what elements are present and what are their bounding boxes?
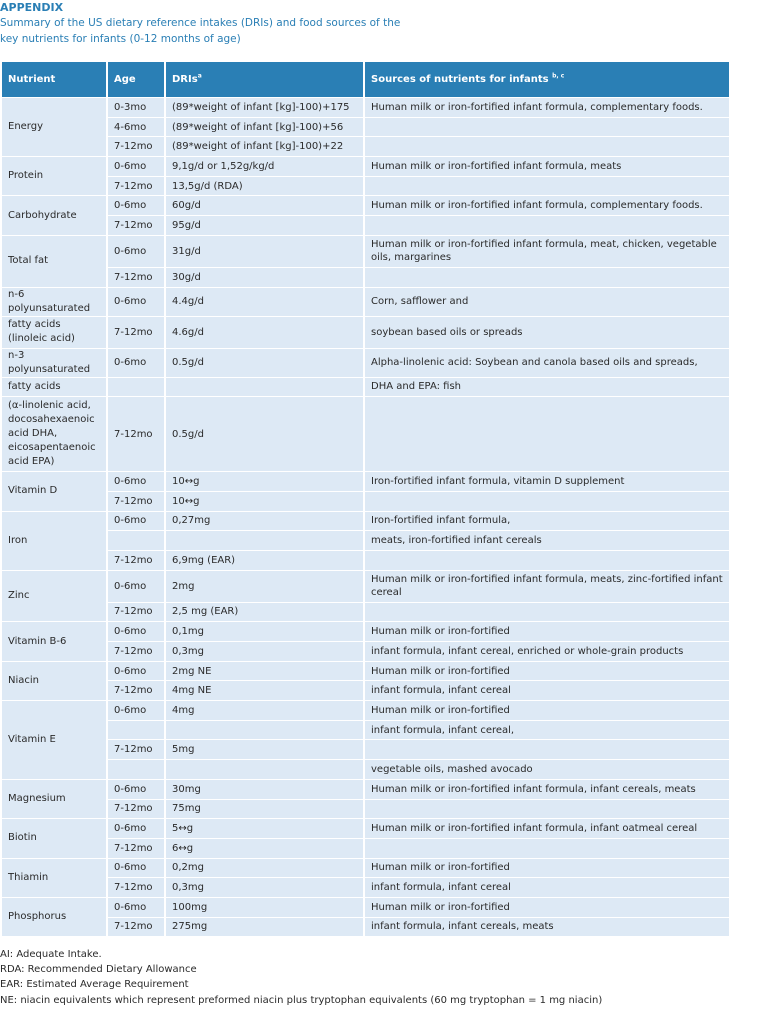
age-cell: 7-12mo xyxy=(108,800,164,819)
nutrient-cell: Zinc xyxy=(2,571,106,622)
table-caption xyxy=(0,16,775,47)
age-cell: 0-6mo xyxy=(108,859,164,878)
nutrient-cell: n-3 polyunsaturated xyxy=(2,349,106,377)
table-row xyxy=(2,349,729,377)
nutrient-cell: fatty acids xyxy=(2,378,106,397)
source-cell xyxy=(365,492,729,511)
source-cell: Alpha-linolenic acid: Soybean and canola based oils and spreads, xyxy=(365,349,729,377)
dri-cell xyxy=(166,531,363,550)
source-cell xyxy=(365,118,729,137)
source-cell: Human milk or iron-fortified xyxy=(365,662,729,681)
dri-cell: 4mg NE xyxy=(166,681,363,700)
table-row xyxy=(2,571,729,602)
source-cell: meats, iron-fortified infant cereals xyxy=(365,531,729,550)
dri-cell: 31g/d xyxy=(166,236,363,267)
table-row xyxy=(2,397,729,471)
nutrient-cell: Niacin xyxy=(2,662,106,700)
dri-cell: 5↔g xyxy=(166,819,363,838)
dri-cell: 275mg xyxy=(166,918,363,937)
table-row xyxy=(2,268,729,287)
dri-cell xyxy=(166,378,363,397)
nutrient-cell: Thiamin xyxy=(2,859,106,897)
dri-cell: 75mg xyxy=(166,800,363,819)
dri-cell: 9,1g/d or 1,52g/kg/d xyxy=(166,157,363,176)
dri-cell: 4.4g/d xyxy=(166,288,363,316)
source-cell: Human milk or iron-fortified infant formula, meats xyxy=(365,157,729,176)
table-row xyxy=(2,216,729,235)
table-row xyxy=(2,551,729,570)
nutrient-cell: n-6 polyunsaturated xyxy=(2,288,106,316)
dri-cell: (89*weight of infant [kg]-100)+56 xyxy=(166,118,363,137)
table-row xyxy=(2,839,729,858)
dri-cell: 30g/d xyxy=(166,268,363,287)
table-row xyxy=(2,236,729,267)
age-cell: 7-12mo xyxy=(108,397,164,471)
source-cell xyxy=(365,177,729,196)
source-cell: Iron-fortified infant formula, xyxy=(365,512,729,531)
table-row xyxy=(2,819,729,838)
table-row xyxy=(2,721,729,740)
nutrient-cell: Energy xyxy=(2,98,106,156)
dri-cell: 10↔g xyxy=(166,472,363,491)
source-cell: Human milk or iron-fortified infant formula, infant oatmeal cereal xyxy=(365,819,729,838)
source-cell: Corn, safflower and xyxy=(365,288,729,316)
source-cell: Human milk or iron-fortified xyxy=(365,622,729,641)
source-cell xyxy=(365,839,729,858)
dri-cell: 30mg xyxy=(166,780,363,799)
dri-cell: 95g/d xyxy=(166,216,363,235)
age-cell: 7-12mo xyxy=(108,177,164,196)
age-cell: 0-6mo xyxy=(108,349,164,377)
age-cell: 0-6mo xyxy=(108,571,164,602)
table-row xyxy=(2,898,729,917)
age-cell: 7-12mo xyxy=(108,681,164,700)
table-row xyxy=(2,472,729,491)
nutrient-cell: Phosphorus xyxy=(2,898,106,936)
dri-cell: (89*weight of infant [kg]-100)+22 xyxy=(166,137,363,156)
table-row xyxy=(2,137,729,156)
age-cell xyxy=(108,760,164,779)
age-cell: 0-6mo xyxy=(108,288,164,316)
age-cell: 7-12mo xyxy=(108,492,164,511)
table-row xyxy=(2,642,729,661)
age-cell: 7-12mo xyxy=(108,878,164,897)
appendix-label: APPENDIX xyxy=(0,1,64,14)
note-ai: AI: Adequate Intake. xyxy=(0,949,102,960)
nutrient-cell: Total fat xyxy=(2,236,106,287)
source-cell xyxy=(365,551,729,570)
source-cell xyxy=(365,397,729,471)
source-cell: Human milk or iron-fortified infant formula, infant cereals, meats xyxy=(365,780,729,799)
sources-footnote-mark: b, c xyxy=(552,72,565,80)
dri-cell: 4.6g/d xyxy=(166,317,363,348)
source-cell xyxy=(365,603,729,622)
table-row xyxy=(2,701,729,720)
age-cell: 0-6mo xyxy=(108,622,164,641)
table-row xyxy=(2,378,729,397)
dri-cell: 0,3mg xyxy=(166,878,363,897)
nutrient-cell: Biotin xyxy=(2,819,106,857)
age-cell: 0-6mo xyxy=(108,898,164,917)
age-cell: 7-12mo xyxy=(108,317,164,348)
table-row xyxy=(2,157,729,176)
source-cell: Human milk or iron-fortified infant formula, meats, zinc-fortified infant cereal xyxy=(365,571,729,602)
age-cell: 4-6mo xyxy=(108,118,164,137)
note-ear: EAR: Estimated Average Requirement xyxy=(0,979,189,991)
nutrient-cell: Protein xyxy=(2,157,106,195)
table-header-row xyxy=(2,62,729,97)
age-cell: 7-12mo xyxy=(108,603,164,622)
table-row xyxy=(2,196,729,215)
dri-cell: 2mg NE xyxy=(166,662,363,681)
nutrient-cell: Carbohydrate xyxy=(2,196,106,234)
dri-cell: 4mg xyxy=(166,701,363,720)
nutrient-cell: Vitamin D xyxy=(2,472,106,510)
dri-cell xyxy=(166,721,363,740)
age-cell: 0-6mo xyxy=(108,819,164,838)
age-cell xyxy=(108,531,164,550)
source-cell: DHA and EPA: fish xyxy=(365,378,729,397)
source-cell: infant formula, infant cereal xyxy=(365,681,729,700)
source-cell: Human milk or iron-fortified xyxy=(365,898,729,917)
source-cell: infant formula, infant cereal, enriched or whole-grain products xyxy=(365,642,729,661)
source-cell: Iron-fortified infant formula, vitamin D supplement xyxy=(365,472,729,491)
dri-cell: 6↔g xyxy=(166,839,363,858)
dri-cell: 0,3mg xyxy=(166,642,363,661)
table-row xyxy=(2,800,729,819)
dri-footnote-mark: a xyxy=(197,72,202,80)
dri-cell: 60g/d xyxy=(166,196,363,215)
dri-cell: 6,9mg (EAR) xyxy=(166,551,363,570)
table-row xyxy=(2,118,729,137)
nutrient-cell: Iron xyxy=(2,512,106,570)
age-cell: 0-6mo xyxy=(108,701,164,720)
dri-cell: 13,5g/d (RDA) xyxy=(166,177,363,196)
age-cell: 7-12mo xyxy=(108,839,164,858)
dri-cell: 0.5g/d xyxy=(166,397,363,471)
nutrient-cell: fatty acids (linoleic acid) xyxy=(2,317,106,348)
age-cell: 0-3mo xyxy=(108,98,164,117)
abbreviation-notes xyxy=(0,947,602,1008)
source-cell xyxy=(365,268,729,287)
dri-cell: 100mg xyxy=(166,898,363,917)
col-header-age: Age xyxy=(108,62,164,97)
age-cell xyxy=(108,378,164,397)
dri-cell: 10↔g xyxy=(166,492,363,511)
source-cell xyxy=(365,740,729,759)
age-cell: 0-6mo xyxy=(108,472,164,491)
dri-cell: 2,5 mg (EAR) xyxy=(166,603,363,622)
table-row xyxy=(2,531,729,550)
table-row xyxy=(2,98,729,117)
table-row xyxy=(2,760,729,779)
age-cell: 7-12mo xyxy=(108,642,164,661)
dri-cell: 0,1mg xyxy=(166,622,363,641)
age-cell: 0-6mo xyxy=(108,157,164,176)
dri-cell: 0,27mg xyxy=(166,512,363,531)
table-row xyxy=(2,878,729,897)
age-cell: 7-12mo xyxy=(108,918,164,937)
source-cell: Human milk or iron-fortified infant formula, complementary foods. xyxy=(365,98,729,117)
age-cell: 7-12mo xyxy=(108,268,164,287)
dri-cell xyxy=(166,760,363,779)
col-header-nutrient: Nutrient xyxy=(2,62,106,97)
age-cell: 7-12mo xyxy=(108,216,164,235)
source-cell xyxy=(365,800,729,819)
source-cell: infant formula, infant cereals, meats xyxy=(365,918,729,937)
age-cell: 0-6mo xyxy=(108,196,164,215)
source-cell: infant formula, infant cereal xyxy=(365,878,729,897)
source-cell: soybean based oils or spreads xyxy=(365,317,729,348)
source-cell xyxy=(365,137,729,156)
dri-cell: 5mg xyxy=(166,740,363,759)
age-cell: 0-6mo xyxy=(108,236,164,267)
age-cell: 0-6mo xyxy=(108,662,164,681)
source-cell: Human milk or iron-fortified xyxy=(365,701,729,720)
table-row xyxy=(2,780,729,799)
document-header xyxy=(0,0,775,47)
nutrient-cell: Magnesium xyxy=(2,780,106,818)
table-row xyxy=(2,622,729,641)
nutrient-cell: Vitamin E xyxy=(2,701,106,779)
table-row xyxy=(2,681,729,700)
dri-cell: 0.5g/d xyxy=(166,349,363,377)
nutrient-cell: Vitamin B-6 xyxy=(2,622,106,660)
source-cell: infant formula, infant cereal, xyxy=(365,721,729,740)
age-cell: 7-12mo xyxy=(108,137,164,156)
source-cell: Human milk or iron-fortified infant formula, complementary foods. xyxy=(365,196,729,215)
source-cell xyxy=(365,216,729,235)
table-row xyxy=(2,740,729,759)
caption-line-2: key nutrients for infants (0-12 months of age) xyxy=(0,32,241,45)
nutrient-cell: (α-linolenic acid, docosahexaenoic acid DHA, eicosapentaenoic acid EPA) xyxy=(2,397,106,471)
source-cell: Human milk or iron-fortified xyxy=(365,859,729,878)
table-row xyxy=(2,662,729,681)
table-row xyxy=(2,918,729,937)
table-row xyxy=(2,288,729,316)
age-cell xyxy=(108,721,164,740)
table-row xyxy=(2,317,729,348)
table-row xyxy=(2,859,729,878)
age-cell: 0-6mo xyxy=(108,512,164,531)
age-cell: 0-6mo xyxy=(108,780,164,799)
dri-cell: 2mg xyxy=(166,571,363,602)
table-row xyxy=(2,603,729,622)
table-row xyxy=(2,492,729,511)
source-cell: vegetable oils, mashed avocado xyxy=(365,760,729,779)
caption-line-1: Summary of the US dietary reference intakes (DRIs) and food sources of the xyxy=(0,17,401,29)
dri-cell: 0,2mg xyxy=(166,859,363,878)
age-cell: 7-12mo xyxy=(108,740,164,759)
table-row xyxy=(2,512,729,531)
source-cell: Human milk or iron-fortified infant formula, meat, chicken, vegetable oils, margarines xyxy=(365,236,729,267)
age-cell: 7-12mo xyxy=(108,551,164,570)
dri-cell: (89*weight of infant [kg]-100)+175 xyxy=(166,98,363,117)
table-row xyxy=(2,177,729,196)
dri-table xyxy=(0,61,731,937)
note-rda: RDA: Recommended Dietary Allowance xyxy=(0,964,197,976)
col-header-dri: DRIs$^a$ xyxy=(166,62,363,97)
col-header-sources: Sources of nutrients for infants $^{b, c}$ xyxy=(365,62,729,97)
note-ne: NE: niacin equivalents which represent preformed niacin plus tryptophan equivalents (60 mg tryptophan = 1 mg niacin) xyxy=(0,994,603,1006)
